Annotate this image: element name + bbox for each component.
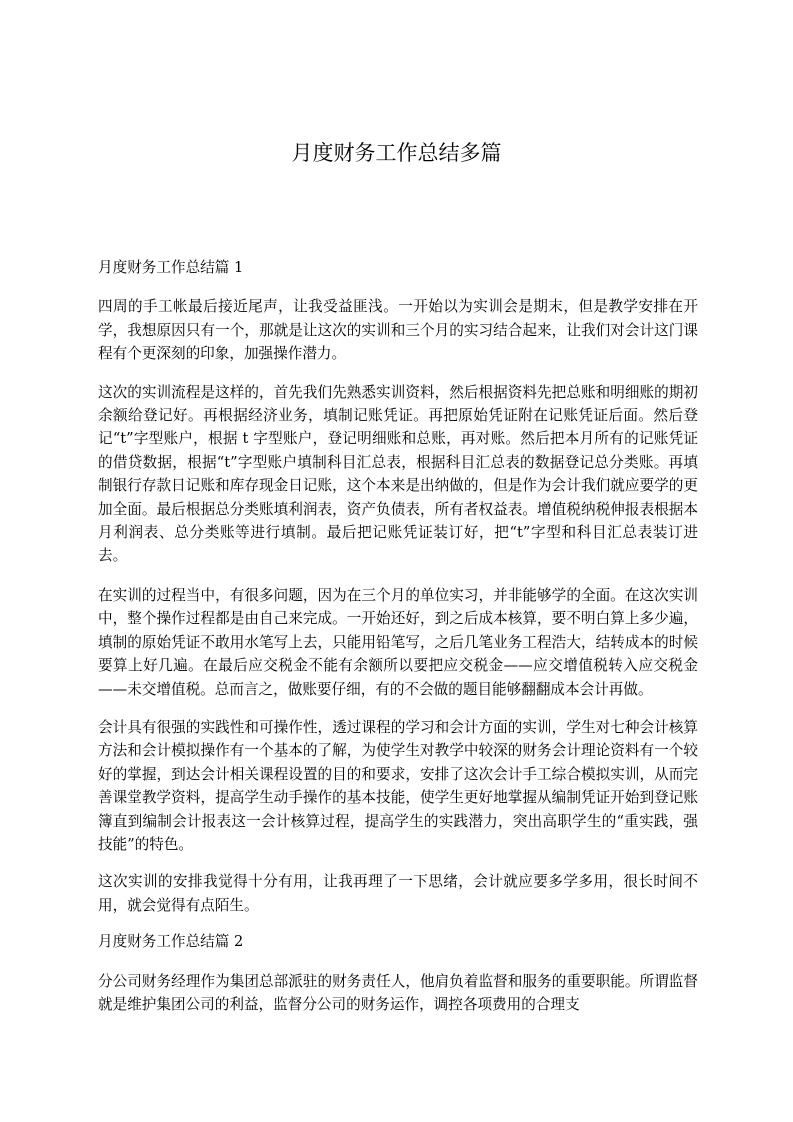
document-body [98,256,698,1016]
paragraph: 在实训的过程当中，有很多问题，因为在三个月的单位实习，并非能够学的全面。在这次实训中，整个操作过程都是由自己来完成。一开始还好，到之后成本核算，要不明白算上多少遍，填制的原始凭证不敢用水笔写上去，只能用铅笔写，之后几笔业务工程浩大，结转成本的时候要算上好几遍。在最后应交税金不能有余额所以要把应交税金——应交增值税转入应交税金——未交增值税。总而言之，做账要仔细，有的不会做的题目能够翻翻成本会计再做。 [98,586,698,698]
document-title: 月度财务工作总结多篇 [291,141,502,165]
paragraph: 这次实训的安排我觉得十分有用，让我再理了一下思绪，会计就应要多学多用，很长时间不用，就会觉得有点陌生。 [98,873,698,914]
paragraph: 分公司财务经理作为集团总部派驻的财务责任人，他肩负着监督和服务的重要职能。所谓监督就是维护集团公司的利益，监督分公司的财务运作，调控各项费用的合理支 [98,972,698,1013]
section-heading: 月度财务工作总结篇 2 [98,933,244,951]
section-heading: 月度财务工作总结篇 1 [98,259,244,276]
paragraph: 四周的手工帐最后接近尾声，让我受益匪浅。一开始以为实训会是期末，但是教学安排在开学，我想原因只有一个，那就是让这次的实训和三个月的实习结合起来，让我们对会计这门课程有个更深刻的印象，加强操作潜力。 [98,298,698,363]
paragraph: 会计具有很强的实践性和可操作性，透过课程的学习和会计方面的实训，学生对七种会计核算方法和会计模拟操作有一个基本的了解，为使学生对教学中较深的财务会计理论资料有一个较好的掌握，到达会计相关课程设置的目的和要求，安排了这次会计手工综合模拟实训，从而完善课堂教学资料，提高学生动手操作的基本技能，使学生更好地掌握从编制凭证开始到登记账 簿直到编制会计报表这一会计核算过程，提高学生的实践潜力，突出高职学生的“重实践，强技能”的特色。 [98,718,698,853]
paragraph: 这次的实训流程是这样的，首先我们先熟悉实训资料，然后根据资料先把总账和明细账的期初余额给登记好。再根据经济业务，填制记账凭证。再把原始凭证附在记账凭证后面。然后登记“t”字型账户，根据 t 字型账户，登记明细账和总账，再对账。然后把本月所有的记账凭证的借贷数据，根据“t”字型账户填制科目汇总表，根据科目汇总表的数据登记总分类账。再填制银行存款日记账和库存现金日记账，这个本来是出纳做的，但是作为会计我们就应要学的更加全面。最后根据总分类账填利润表，资产负债表，所有者权益表。增值税纳税伸报表根据本月利润表、总分类账等进行填制。最后把记账凭证装订好，把“t”字型和科目汇总表装订进去。 [98,383,698,565]
